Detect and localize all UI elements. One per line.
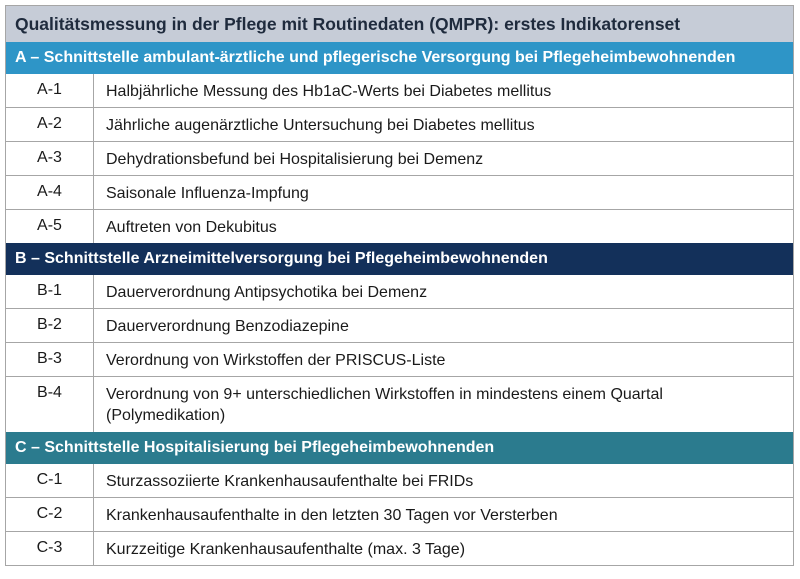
table-row [6, 275, 793, 309]
indicator-code: A-4 [6, 176, 94, 209]
table-row [6, 176, 793, 210]
indicator-description: Dauerverordnung Antipsychotika bei Demenz [106, 284, 428, 301]
table-row [6, 532, 793, 566]
indicator-description: Krankenhausaufenthalte in den letzten 30 Tagen vor Versterben [106, 507, 558, 524]
table-row [6, 343, 793, 377]
table-row [6, 464, 793, 498]
section-heading-b: B – Schnittstelle Arzneimittelversorgung bei Pflegeheimbewohnenden [6, 243, 793, 275]
indicator-description: Sturzassoziierte Krankenhausaufenthalte bei FRIDs [106, 473, 474, 490]
indicator-description: Verordnung von Wirkstoffen der PRISCUS-Liste [106, 352, 446, 369]
table-row [6, 377, 793, 432]
indicator-description: Dehydrationsbefund bei Hospitalisierung bei Demenz [106, 151, 484, 168]
indicator-code: C-1 [6, 464, 94, 497]
indicator-code: A-1 [6, 74, 94, 107]
table-row [6, 309, 793, 343]
indicator-code: C-3 [6, 532, 94, 565]
indicator-code: A-5 [6, 210, 94, 243]
table-row [6, 498, 793, 532]
indicator-description: Saisonale Influenza-Impfung [106, 185, 309, 202]
indicator-table [5, 5, 794, 566]
indicator-code: B-4 [6, 377, 94, 432]
table-row [6, 74, 793, 108]
indicator-description: Kurzzeitige Krankenhausaufenthalte (max. 3 Tage) [106, 541, 466, 558]
section-heading-a: A – Schnittstelle ambulant-ärztliche und pflegerische Versorgung bei Pflegeheimbewohnenden [6, 42, 793, 74]
indicator-description: Jährliche augenärztliche Untersuchung bei Diabetes mellitus [106, 117, 535, 134]
table-row [6, 142, 793, 176]
indicator-code: B-2 [6, 309, 94, 342]
indicator-code: A-2 [6, 108, 94, 141]
table-row [6, 108, 793, 142]
table-title: Qualitätsmessung in der Pflege mit Routinedaten (QMPR): erstes Indikatorenset [6, 5, 793, 42]
indicator-description: Auftreten von Dekubitus [106, 219, 277, 236]
section-heading-c: C – Schnittstelle Hospitalisierung bei Pflegeheimbewohnenden [6, 432, 793, 464]
indicator-description: Halbjährliche Messung des Hb1aC-Werts bei Diabetes mellitus [106, 83, 552, 100]
indicator-code: C-2 [6, 498, 94, 531]
indicator-description: Dauerverordnung Benzodiazepine [106, 318, 349, 335]
indicator-code: B-1 [6, 275, 94, 308]
table-row [6, 210, 793, 243]
indicator-code: A-3 [6, 142, 94, 175]
indicator-code: B-3 [6, 343, 94, 376]
indicator-description: Verordnung von 9+ unterschiedlichen Wirkstoffen in mindestens einem Quartal (Polymedikation) [106, 386, 663, 424]
